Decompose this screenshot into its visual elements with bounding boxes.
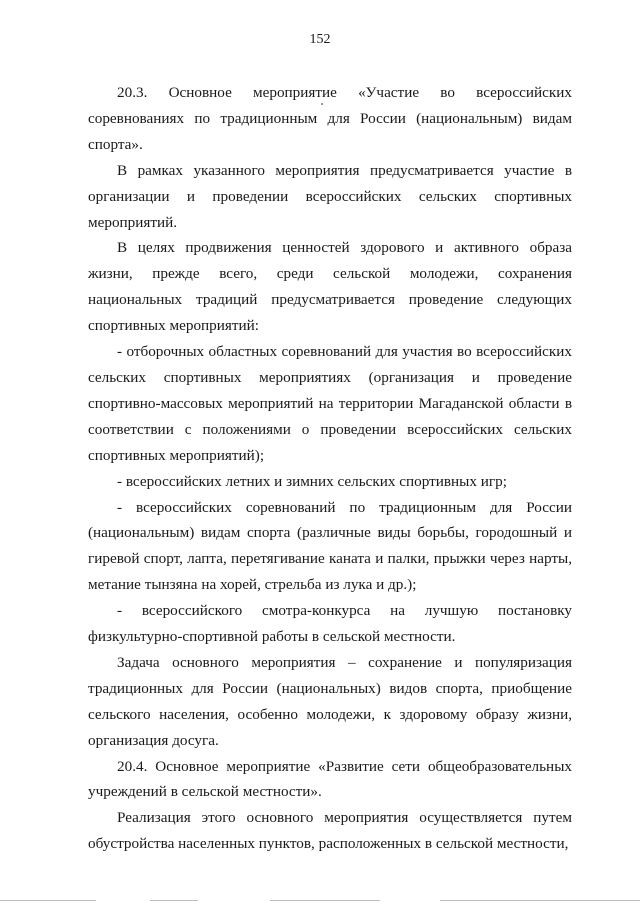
paragraph-20-3-heading: 20.3. Основное мероприятие «Участие во всероссийских соревнованиях по традиционным для России (национальным) видам спорта». [88, 84, 572, 153]
scan-edge-line [270, 900, 380, 901]
scan-edge-line [0, 900, 96, 901]
list-item-review-contest: - всероссийского смотра-конкурса на лучшую постановку физкультурно-спортивной работы в сельской местности. [88, 602, 572, 646]
list-item-regional-competitions: - отборочных областных соревнований для участия во всероссийских сельских спортивных мероприятиях (организация и проведение спортивно-массовых мероприятий на территории Магаданской области в соответствии с положениями о проведении всероссийских сельских спортивных мероприятий); [88, 343, 572, 464]
list-item-summer-winter-games: - всероссийских летних и зимних сельских спортивных игр; [117, 472, 507, 490]
scan-speck [321, 103, 323, 105]
scan-edge-line [440, 900, 640, 901]
paragraph-participation: В рамках указанного мероприятия предусматривается участие в организации и проведении всероссийских сельских спортивных мероприятий. [88, 161, 572, 231]
scan-edge-line [150, 900, 198, 901]
paragraph-implementation: Реализация этого основного мероприятия осуществляется путем обустройства населенных пунктов, расположенных в сельской местности, [88, 809, 572, 853]
document-body [88, 80, 572, 857]
paragraph-task: Задача основного мероприятия – сохранение и популяризация традиционных для России (национальных) видов спорта, приобщение сельского населения, особенно молодежи, к здоровому образу жизни, организация досуга. [88, 653, 572, 749]
paragraph-20-4-heading: 20.4. Основное мероприятие «Развитие сети общеобразовательных учреждений в сельской местности». [88, 757, 572, 801]
list-item-national-sports: - всероссийских соревнований по традиционным для России (национальным) видам спорта (различные виды борьбы, городошный и гиревой спорт, лапта, перетягивание каната и палки, прыжки через нарты, метание тынзяна на хорей, стрельба из лука и др.); [88, 498, 572, 594]
page-number: 152 [309, 32, 331, 47]
paragraph-goals: В целях продвижения ценностей здорового и активного образа жизни, прежде всего, среди сельской молодежи, сохранения национальных традиций предусматривается проведение следующих спортивных мероприятий: [88, 239, 572, 335]
